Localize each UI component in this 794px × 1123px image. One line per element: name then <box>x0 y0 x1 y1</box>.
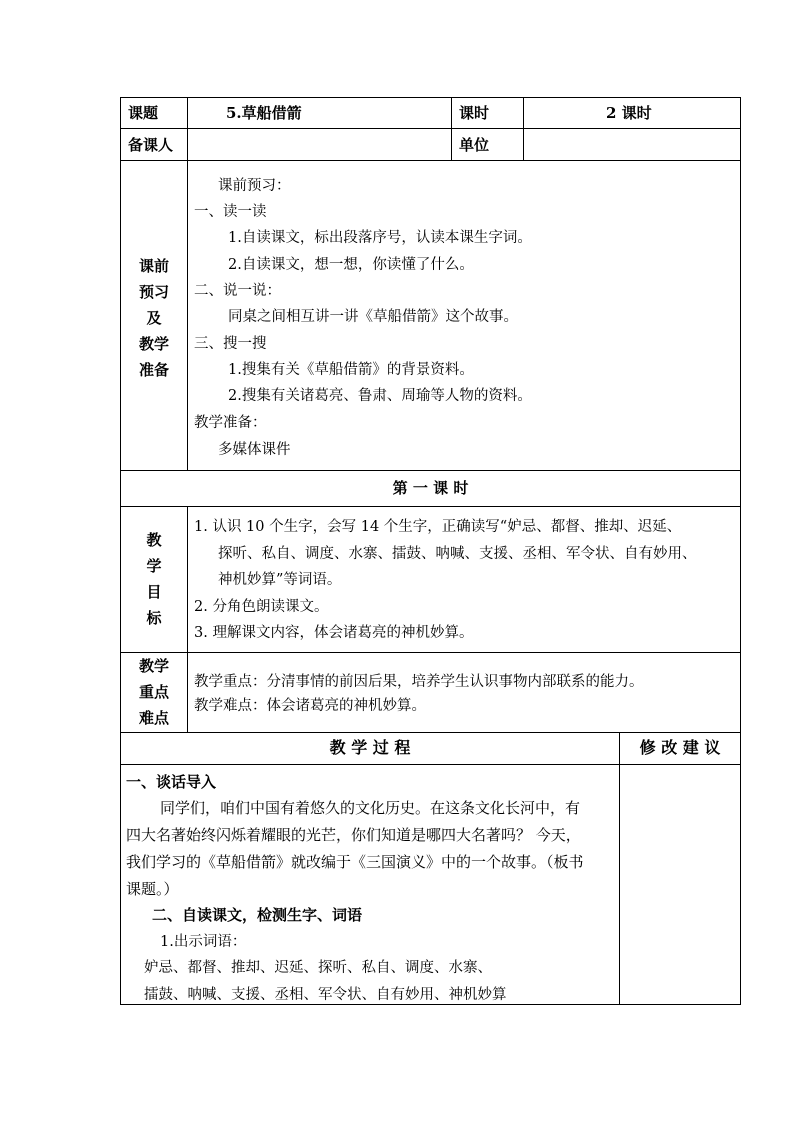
goals-side-label <box>134 527 174 631</box>
table-rule <box>120 470 741 471</box>
table-rule-vertical <box>523 97 524 161</box>
table-rule <box>120 128 741 129</box>
prep-line: 2.搜集有关诸葛亮、鲁肃、周瑜等人物的资料。 <box>228 388 532 404</box>
section-1-line: 四大名著始终闪烁着耀眼的光芒，你们知道是哪四大名著吗？ 今天， <box>126 826 581 844</box>
goal-line: 神机妙算”等词语。 <box>218 572 342 588</box>
section-1-line: 我们学习的《草船借箭》就改编于《三国演义》中的一个故事。（板书 <box>126 853 584 871</box>
prep-line: 一、读一读 <box>194 204 267 220</box>
goal-line: 2. 分角色朗读课文。 <box>194 599 329 615</box>
goals-side-label-line: 学 <box>146 557 162 575</box>
table-border-left <box>120 97 121 1005</box>
section-1-title: 一、谈话导入 <box>126 773 217 791</box>
prep-side-label-line: 预习 <box>138 283 169 301</box>
revision-header: 修 改 建 议 <box>639 738 721 757</box>
key-points-side-label-line: 难点 <box>138 709 169 727</box>
word-list-line: 妒忌、都督、推却、迟延、探听、私自、调度、水寨、 <box>144 960 492 976</box>
author-label: 备课人 <box>128 136 174 154</box>
goal-line: 3. 理解课文内容，体会诸葛亮的神机妙算。 <box>194 625 474 641</box>
prep-side-label <box>134 253 174 383</box>
prep-line: 二、说一说： <box>194 283 281 299</box>
table-rule <box>120 652 741 653</box>
section-1-line: 同学们，咱们中国有着悠久的文化历史。在这条文化长河中，有 <box>160 799 581 817</box>
table-rule <box>120 764 741 765</box>
period-value: 2 课时 <box>606 104 652 122</box>
prep-side-label-line: 教学 <box>138 335 169 353</box>
prep-line: 1.自读课文，标出段落序号，认读本课生字词。 <box>228 230 532 246</box>
period-label: 课时 <box>459 104 490 122</box>
section-2-item: 1.出示词语： <box>160 934 247 950</box>
goal-line: 探听、私自、调度、水寨、擂鼓、呐喊、支援、丞相、军令状、自有妙用、 <box>218 546 697 562</box>
prep-side-label-line: 及 <box>146 309 162 327</box>
table-rule-vertical <box>451 97 452 161</box>
unit-label: 单位 <box>459 136 490 154</box>
table-rule <box>120 160 741 161</box>
table-border-top <box>120 97 741 98</box>
process-header: 教 学 过 程 <box>329 738 411 757</box>
table-rule-vertical <box>187 506 188 733</box>
goals-side-label-line: 教 <box>146 531 162 549</box>
prep-line: 2.自读课文，想一想，你读懂了什么。 <box>228 257 474 273</box>
key-point-line: 教学重点：分清事情的前因后果，培养学生认识事物内部联系的能力。 <box>194 674 644 690</box>
section-2-title: 二、自读课文，检测生字、词语 <box>152 906 363 924</box>
table-rule-vertical <box>187 97 188 471</box>
key-points-side-label-line: 教学 <box>138 657 169 675</box>
key-points-side-label <box>134 653 174 731</box>
goal-line: 1. 认识 10 个生字，会写 14 个生字，正确读写“妒忌、都督、推却、迟延、 <box>194 519 682 535</box>
topic-label: 课题 <box>128 104 159 122</box>
prep-side-label-line: 准备 <box>138 361 169 379</box>
goals-side-label-line: 目 <box>146 583 162 601</box>
table-rule-vertical <box>619 732 620 1005</box>
prep-line: 三、搜一搜 <box>194 336 267 352</box>
table-border-bottom <box>120 1004 741 1005</box>
prep-line: 课前预习： <box>218 178 291 194</box>
prep-line: 1.搜集有关《草船借箭》的背景资料。 <box>228 362 474 378</box>
key-points-side-label-line: 重点 <box>138 683 169 701</box>
topic-value: 5.草船借箭 <box>226 104 302 122</box>
table-rule <box>120 506 741 507</box>
prep-line: 同桌之间相互讲一讲《草船借箭》这个故事。 <box>228 309 518 325</box>
prep-line: 教学准备： <box>194 415 267 431</box>
table-border-right <box>740 97 741 1005</box>
lesson-title: 第 一 课 时 <box>392 479 469 497</box>
section-1-line: 课题。） <box>126 880 179 898</box>
word-list-line: 擂鼓、呐喊、支援、丞相、军令状、自有妙用、神机妙算 <box>144 987 507 1003</box>
table-rule <box>120 732 741 733</box>
key-point-line: 教学难点：体会诸葛亮的神机妙算。 <box>194 698 426 714</box>
prep-line: 多媒体课件 <box>218 442 291 458</box>
goals-side-label-line: 标 <box>146 609 162 627</box>
prep-side-label-line: 课前 <box>138 257 169 275</box>
